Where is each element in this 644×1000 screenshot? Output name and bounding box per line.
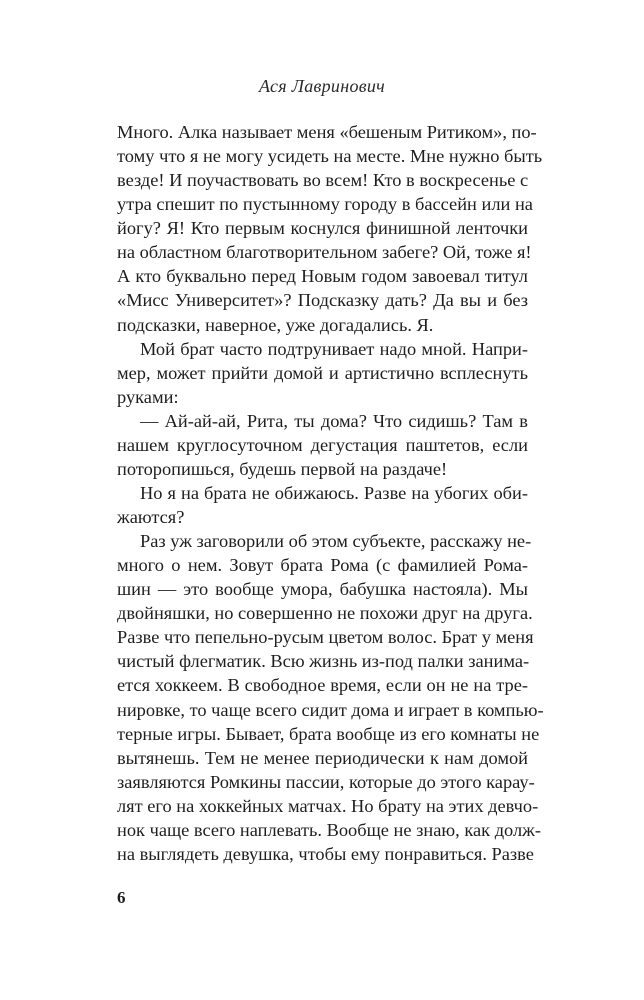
page-number: 6 [117, 888, 126, 907]
text-line: утра спешит по пустынному городу в бассейн или на [117, 194, 533, 215]
running-head-author: Ася Лавринович [258, 76, 386, 96]
text-line: чистый флегматик. Всю жизнь из-под палки занима- [117, 651, 530, 672]
text-line: поторопишься, будешь первой на раздаче! [117, 458, 448, 479]
text-line: много о нем. Зовут брата Рома (с фамилией Рома- [117, 555, 528, 576]
text-line: терные игры. Бывает, брата вообще из его комнаты не [117, 723, 540, 744]
text-line: Разве что пепельно-русым цветом волос. Брат у меня [117, 627, 534, 648]
text-line: «Мисс Университет»? Подсказку дать? Да вы и без [117, 290, 528, 311]
text-line: Раз уж заговорили об этом субъекте, расскажу не- [140, 531, 532, 552]
text-line: жаются? [117, 507, 185, 527]
text-line: руками: [117, 386, 179, 407]
text-line: нашем круглосуточном дегустация паштетов, если [117, 434, 528, 455]
text-line: тому что я не могу усидеть на месте. Мне нужно быть [117, 146, 543, 167]
text-line: шин — это вообще умора, бабушка настояла). Мы [117, 579, 528, 600]
text-line: Мой брат часто подтрунивает надо мной. Напри- [140, 338, 528, 359]
text-line: на областном благотворительном забеге? Ой, тоже я! [117, 242, 532, 263]
text-line: йогу? Я! Кто первым коснулся финишной ленточки [117, 218, 528, 239]
text-line: ется хоккеем. В свободное время, если он не на тре- [117, 675, 528, 696]
text-line: мер, может прийти домой и артистично всплеснуть [117, 362, 528, 383]
text-line: подсказки, наверное, уже догадались. Я. [117, 314, 434, 335]
text-line: на выглядеть девушка, чтобы ему понравиться. Разве [117, 843, 534, 864]
text-line: заявляются Ромкины пассии, которые до этого карау- [117, 771, 535, 792]
text-line: вытянешь. Тем не менее периодически к нам домой [117, 747, 528, 768]
text-line: везде! И поучаствовать во всем! Кто в воскресенье с [117, 170, 529, 191]
body-text [117, 120, 544, 866]
text-line: нировке, то чаще всего сидит дома и играет в компью- [117, 699, 544, 720]
text-line: лят его на хоккейных матчах. Но брату на этих девчо- [117, 795, 539, 816]
text-line: нок чаще всего наплевать. Вообще не знаю, как долж- [117, 819, 542, 840]
text-line: Много. Алка называет меня «бешеным Ритиком», по- [117, 122, 537, 142]
text-line: Но я на брата не обижаюсь. Разве на убогих оби- [140, 482, 528, 503]
text-line: двойняшки, но совершенно не похожи друг на друга. [117, 603, 533, 624]
text-line: — Ай-ай-ай, Рита, ты дома? Что сидишь? Там в [140, 410, 528, 431]
text-line: А кто буквально перед Новым годом завоевал титул [117, 266, 528, 287]
